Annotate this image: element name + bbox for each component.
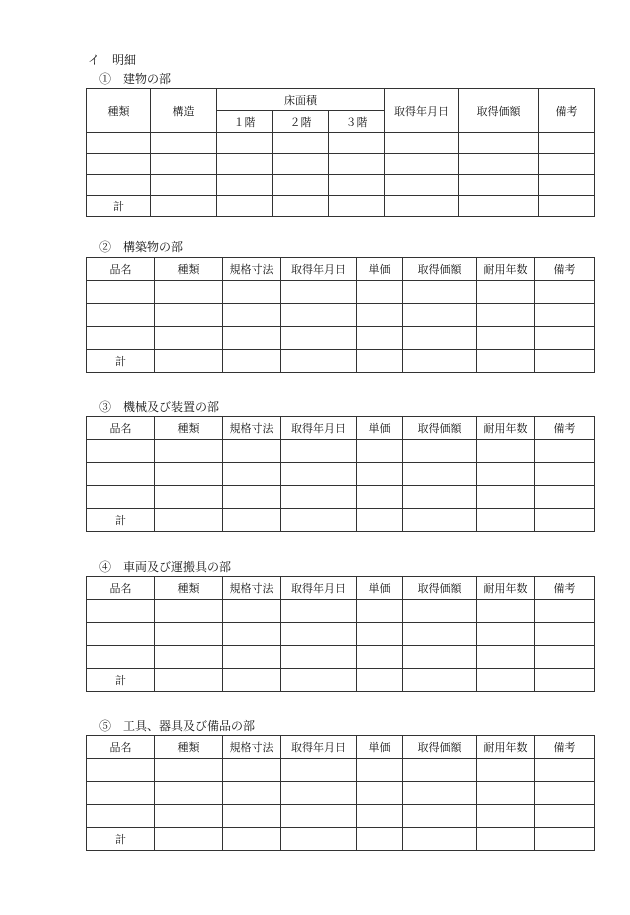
cell[interactable] — [151, 154, 217, 175]
cell[interactable] — [223, 669, 281, 692]
cell[interactable] — [357, 782, 403, 805]
cell[interactable] — [155, 782, 223, 805]
cell[interactable] — [281, 669, 357, 692]
cell[interactable] — [155, 463, 223, 486]
cell[interactable] — [155, 509, 223, 532]
cell[interactable] — [357, 327, 403, 350]
cell[interactable] — [535, 486, 595, 509]
cell[interactable] — [281, 623, 357, 646]
cell[interactable] — [403, 486, 477, 509]
cell[interactable] — [281, 327, 357, 350]
cell[interactable] — [357, 805, 403, 828]
cell[interactable] — [329, 154, 385, 175]
cell[interactable] — [329, 196, 385, 217]
cell[interactable] — [403, 304, 477, 327]
col-header-name: 品名 — [87, 417, 155, 440]
cell[interactable] — [535, 759, 595, 782]
machinery-table — [86, 416, 595, 532]
col-header-unit-price: 単価 — [357, 736, 403, 759]
cell[interactable] — [155, 623, 223, 646]
cell[interactable] — [281, 440, 357, 463]
cell[interactable] — [403, 440, 477, 463]
cell[interactable] — [223, 623, 281, 646]
col-header-structure: 構造 — [151, 89, 217, 133]
cell[interactable] — [535, 646, 595, 669]
col-header-size: 規格寸法 — [223, 417, 281, 440]
col-header-useful-life: 耐用年数 — [477, 417, 535, 440]
cell[interactable] — [223, 304, 281, 327]
col-header-acquisition-price: 取得価額 — [403, 417, 477, 440]
cell[interactable] — [477, 623, 535, 646]
cell[interactable] — [87, 154, 151, 175]
cell[interactable] — [535, 623, 595, 646]
cell[interactable] — [403, 805, 477, 828]
cell[interactable] — [459, 175, 539, 196]
cell[interactable] — [273, 175, 329, 196]
cell[interactable] — [155, 828, 223, 851]
table-row — [87, 304, 595, 327]
cell[interactable] — [403, 782, 477, 805]
cell[interactable] — [281, 486, 357, 509]
cell[interactable] — [535, 782, 595, 805]
cell[interactable] — [357, 600, 403, 623]
col-header-type: 種類 — [155, 577, 223, 600]
cell[interactable] — [385, 175, 459, 196]
machinery-section-heading: ③ 機械及び装置の部 — [99, 400, 220, 414]
cell[interactable] — [535, 327, 595, 350]
cell[interactable] — [155, 440, 223, 463]
total-label: 計 — [87, 350, 155, 373]
cell[interactable] — [87, 486, 155, 509]
table-row — [87, 486, 595, 509]
cell[interactable] — [403, 509, 477, 532]
table-row — [87, 281, 595, 304]
cell[interactable] — [357, 669, 403, 692]
cell[interactable] — [223, 327, 281, 350]
cell[interactable] — [403, 350, 477, 373]
col-header-size: 規格寸法 — [223, 577, 281, 600]
cell[interactable] — [87, 600, 155, 623]
cell[interactable] — [403, 623, 477, 646]
cell[interactable] — [281, 600, 357, 623]
cell[interactable] — [477, 350, 535, 373]
total-row — [87, 509, 595, 532]
col-header-unit-price: 単価 — [357, 258, 403, 281]
cell[interactable] — [385, 154, 459, 175]
cell[interactable] — [273, 133, 329, 154]
cell[interactable] — [477, 440, 535, 463]
col-header-name: 品名 — [87, 736, 155, 759]
col-header-remarks: 備考 — [535, 577, 595, 600]
cell[interactable] — [385, 133, 459, 154]
cell[interactable] — [357, 440, 403, 463]
cell[interactable] — [403, 646, 477, 669]
cell[interactable] — [357, 759, 403, 782]
cell[interactable] — [403, 600, 477, 623]
cell[interactable] — [535, 828, 595, 851]
cell[interactable] — [357, 304, 403, 327]
col-header-acquisition-price: 取得価額 — [459, 89, 539, 133]
cell[interactable] — [535, 509, 595, 532]
cell[interactable] — [155, 327, 223, 350]
cell[interactable] — [403, 828, 477, 851]
cell[interactable] — [155, 669, 223, 692]
cell[interactable] — [223, 782, 281, 805]
cell[interactable] — [87, 281, 155, 304]
cell[interactable] — [357, 463, 403, 486]
col-header-type: 種類 — [155, 258, 223, 281]
cell[interactable] — [281, 782, 357, 805]
cell[interactable] — [87, 805, 155, 828]
total-row — [87, 196, 595, 217]
cell[interactable] — [459, 154, 539, 175]
cell[interactable] — [357, 828, 403, 851]
cell[interactable] — [357, 509, 403, 532]
col-header-remarks: 備考 — [535, 258, 595, 281]
cell[interactable] — [223, 486, 281, 509]
col-header-unit-price: 単価 — [357, 577, 403, 600]
cell[interactable] — [403, 463, 477, 486]
cell[interactable] — [329, 175, 385, 196]
cell[interactable] — [281, 828, 357, 851]
col-header-type: 種類 — [87, 89, 151, 133]
col-header-acquisition-price: 取得価額 — [403, 577, 477, 600]
cell[interactable] — [403, 281, 477, 304]
cell[interactable] — [477, 759, 535, 782]
cell[interactable] — [223, 600, 281, 623]
structures-section-heading: ② 構築物の部 — [99, 240, 184, 254]
cell[interactable] — [281, 281, 357, 304]
cell[interactable] — [385, 196, 459, 217]
building-table — [86, 88, 595, 217]
col-header-floor-3: ３階 — [329, 111, 385, 133]
cell[interactable] — [403, 327, 477, 350]
cell[interactable] — [357, 486, 403, 509]
cell[interactable] — [477, 782, 535, 805]
table-row — [87, 646, 595, 669]
cell[interactable] — [357, 281, 403, 304]
cell[interactable] — [459, 133, 539, 154]
total-label: 計 — [87, 669, 155, 692]
cell[interactable] — [155, 486, 223, 509]
col-header-acquisition-date: 取得年月日 — [281, 736, 357, 759]
cell[interactable] — [477, 805, 535, 828]
cell[interactable] — [155, 304, 223, 327]
cell[interactable] — [477, 828, 535, 851]
cell[interactable] — [87, 175, 151, 196]
structures-table — [86, 257, 595, 373]
cell[interactable] — [539, 133, 595, 154]
cell[interactable] — [535, 350, 595, 373]
cell[interactable] — [477, 509, 535, 532]
col-header-floor-2: ２階 — [273, 111, 329, 133]
table-row — [87, 440, 595, 463]
table-row — [87, 154, 595, 175]
cell[interactable] — [535, 669, 595, 692]
cell[interactable] — [223, 759, 281, 782]
cell[interactable] — [281, 646, 357, 669]
tools-section-heading: ⑤ 工具、器具及び備品の部 — [99, 719, 256, 733]
cell[interactable] — [357, 350, 403, 373]
col-header-floor-area: 床面積 — [217, 89, 385, 111]
col-header-remarks: 備考 — [539, 89, 595, 133]
cell[interactable] — [155, 281, 223, 304]
col-header-acquisition-date: 取得年月日 — [281, 417, 357, 440]
cell[interactable] — [281, 463, 357, 486]
total-row — [87, 350, 595, 373]
cell[interactable] — [151, 196, 217, 217]
col-header-size: 規格寸法 — [223, 258, 281, 281]
col-header-acquisition-date: 取得年月日 — [385, 89, 459, 133]
col-header-remarks: 備考 — [535, 417, 595, 440]
col-header-unit-price: 単価 — [357, 417, 403, 440]
cell[interactable] — [535, 600, 595, 623]
vehicles-section-heading: ④ 車両及び運搬具の部 — [99, 560, 232, 574]
cell[interactable] — [223, 463, 281, 486]
total-label: 計 — [87, 828, 155, 851]
cell[interactable] — [477, 304, 535, 327]
cell[interactable] — [223, 281, 281, 304]
cell[interactable] — [477, 281, 535, 304]
cell[interactable] — [155, 646, 223, 669]
cell[interactable] — [87, 759, 155, 782]
col-header-name: 品名 — [87, 577, 155, 600]
cell[interactable] — [535, 463, 595, 486]
cell[interactable] — [477, 486, 535, 509]
cell[interactable] — [477, 669, 535, 692]
col-header-name: 品名 — [87, 258, 155, 281]
cell[interactable] — [329, 133, 385, 154]
cell[interactable] — [217, 154, 273, 175]
cell[interactable] — [281, 509, 357, 532]
cell[interactable] — [217, 175, 273, 196]
col-header-acquisition-price: 取得価額 — [403, 258, 477, 281]
cell[interactable] — [273, 154, 329, 175]
cell[interactable] — [535, 304, 595, 327]
cell[interactable] — [477, 646, 535, 669]
cell[interactable] — [539, 196, 595, 217]
tools-table — [86, 735, 595, 851]
col-header-useful-life: 耐用年数 — [477, 736, 535, 759]
cell[interactable] — [155, 759, 223, 782]
cell[interactable] — [281, 350, 357, 373]
cell[interactable] — [87, 440, 155, 463]
cell[interactable] — [223, 509, 281, 532]
cell[interactable] — [535, 805, 595, 828]
col-header-acquisition-date: 取得年月日 — [281, 577, 357, 600]
col-header-useful-life: 耐用年数 — [477, 577, 535, 600]
col-header-acquisition-price: 取得価額 — [403, 736, 477, 759]
table-row — [87, 133, 595, 154]
cell[interactable] — [87, 782, 155, 805]
cell[interactable] — [477, 463, 535, 486]
table-row — [87, 623, 595, 646]
table-row — [87, 782, 595, 805]
col-header-floor-1: １階 — [217, 111, 273, 133]
col-header-acquisition-date: 取得年月日 — [281, 258, 357, 281]
vehicles-table — [86, 576, 595, 692]
cell[interactable] — [539, 175, 595, 196]
cell[interactable] — [87, 133, 151, 154]
cell[interactable] — [459, 196, 539, 217]
col-header-useful-life: 耐用年数 — [477, 258, 535, 281]
cell[interactable] — [273, 196, 329, 217]
total-row — [87, 669, 595, 692]
col-header-type: 種類 — [155, 736, 223, 759]
table-row — [87, 600, 595, 623]
table-row — [87, 463, 595, 486]
cell[interactable] — [223, 350, 281, 373]
cell[interactable] — [539, 154, 595, 175]
cell[interactable] — [357, 623, 403, 646]
cell[interactable] — [403, 759, 477, 782]
cell[interactable] — [151, 175, 217, 196]
cell[interactable] — [223, 440, 281, 463]
total-label: 計 — [87, 509, 155, 532]
cell[interactable] — [477, 600, 535, 623]
cell[interactable] — [155, 805, 223, 828]
cell[interactable] — [281, 759, 357, 782]
table-row — [87, 759, 595, 782]
cell[interactable] — [217, 133, 273, 154]
table-row — [87, 175, 595, 196]
cell[interactable] — [223, 646, 281, 669]
cell[interactable] — [403, 669, 477, 692]
page-title: イ 明細 — [88, 53, 137, 67]
building-section-heading: ① 建物の部 — [99, 72, 172, 86]
cell[interactable] — [87, 304, 155, 327]
cell[interactable] — [281, 304, 357, 327]
cell[interactable] — [477, 327, 535, 350]
cell[interactable] — [535, 281, 595, 304]
cell[interactable] — [357, 646, 403, 669]
cell[interactable] — [281, 805, 357, 828]
col-header-type: 種類 — [155, 417, 223, 440]
total-label: 計 — [87, 196, 151, 217]
cell[interactable] — [217, 196, 273, 217]
cell[interactable] — [151, 133, 217, 154]
total-row — [87, 828, 595, 851]
col-header-size: 規格寸法 — [223, 736, 281, 759]
col-header-remarks: 備考 — [535, 736, 595, 759]
cell[interactable] — [87, 463, 155, 486]
cell[interactable] — [155, 350, 223, 373]
cell[interactable] — [87, 623, 155, 646]
cell[interactable] — [87, 646, 155, 669]
cell[interactable] — [223, 805, 281, 828]
cell[interactable] — [535, 440, 595, 463]
cell[interactable] — [155, 600, 223, 623]
cell[interactable] — [87, 327, 155, 350]
cell[interactable] — [223, 828, 281, 851]
table-row — [87, 805, 595, 828]
table-row — [87, 327, 595, 350]
